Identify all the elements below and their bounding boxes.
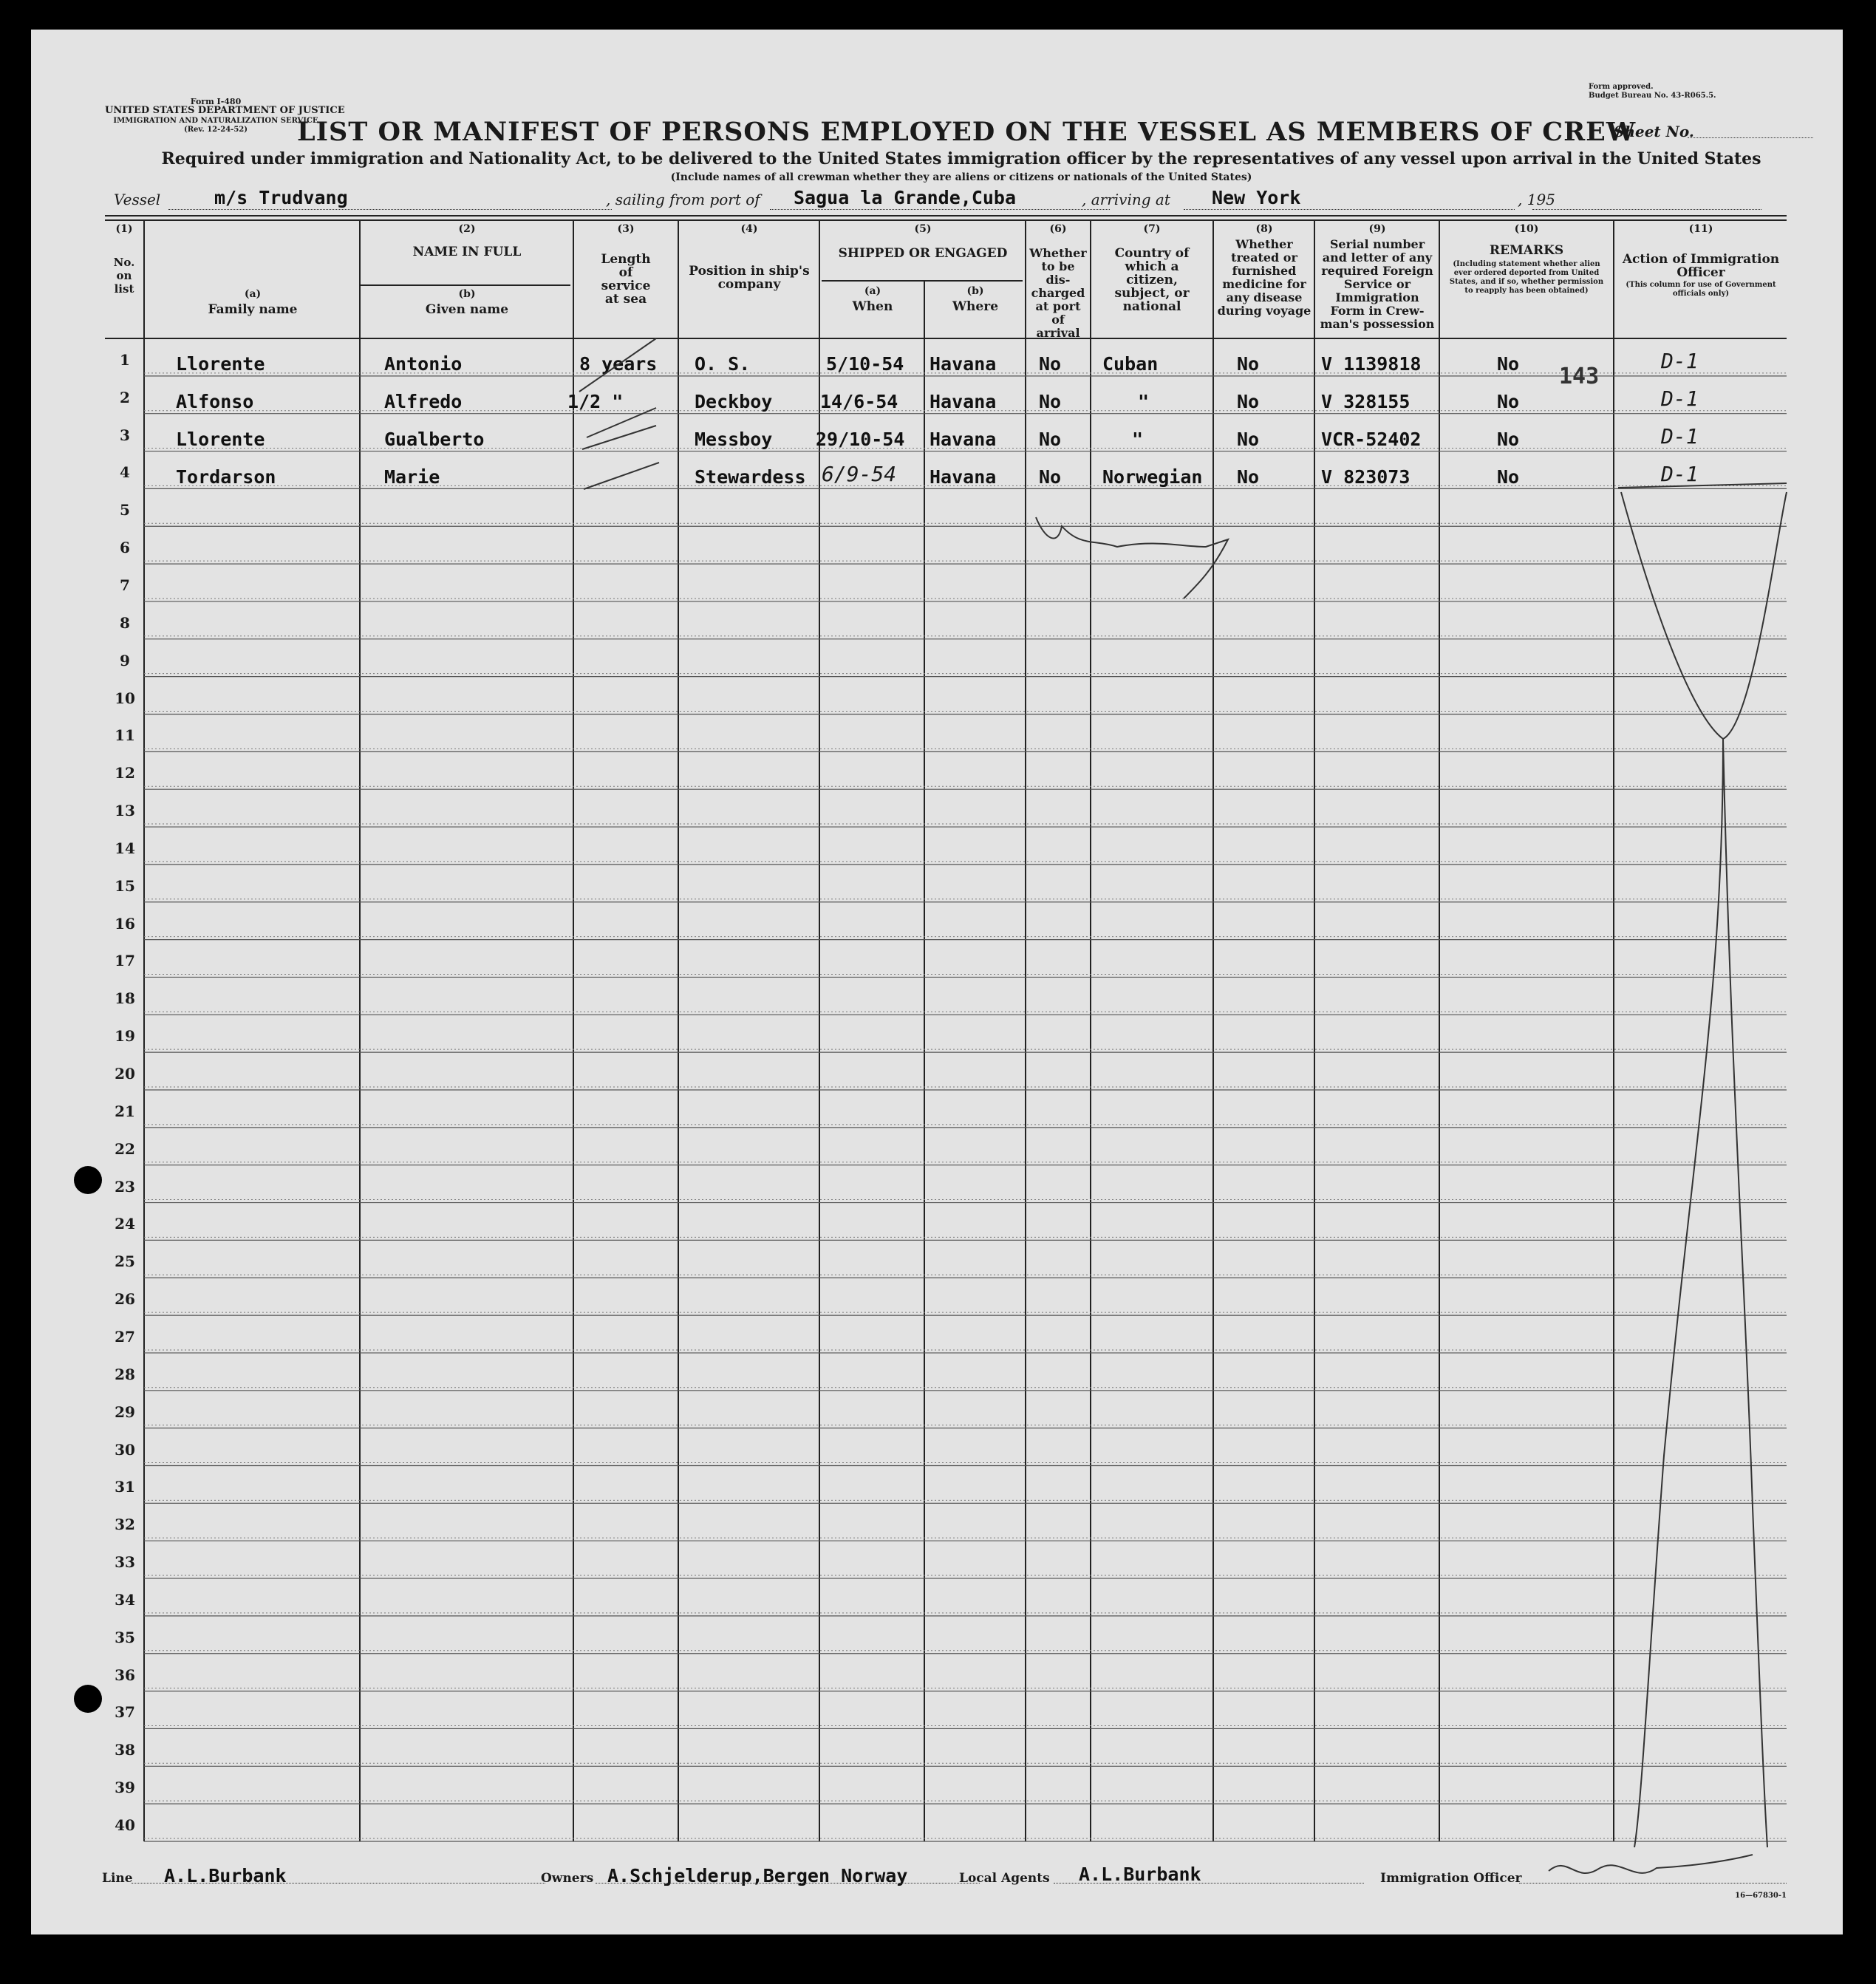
given-name: Alfredo [384, 391, 463, 412]
country: " [1138, 391, 1150, 412]
length-of-service: 8 years [579, 353, 658, 375]
form-approved: Form approved. [1589, 83, 1654, 91]
officer-action: D-1 [1661, 386, 1699, 411]
row-number: 7 [120, 576, 130, 594]
row-number: 31 [115, 1478, 135, 1496]
col6-header: Whether to be dis-charged at port of arrival [1029, 246, 1087, 340]
remarks: No [1497, 429, 1520, 450]
row-number: 37 [115, 1703, 135, 1722]
col4-number: (4) [740, 223, 758, 235]
row-number: 36 [115, 1666, 135, 1684]
col2-number: (2) [458, 223, 476, 235]
col8-number: (8) [1255, 223, 1273, 235]
col11-note: (This column for use of Government officials only) [1626, 281, 1776, 298]
col3-header: Length of service at sea [601, 252, 651, 307]
remarks: No [1497, 466, 1520, 488]
col7-header: Country of which a citizen, subject, or national [1114, 246, 1190, 314]
vessel-label: Vessel [114, 191, 161, 208]
sheet-label: Sheet No. [1614, 123, 1694, 140]
row-number: 28 [115, 1365, 135, 1383]
owners-name: A.Schjelderup,Bergen Norway [607, 1865, 908, 1886]
col5-number: (5) [914, 223, 932, 235]
budget-bureau: Budget Bureau No. 43-R065.5. [1589, 92, 1716, 100]
agency-name: UNITED STATES DEPARTMENT OF JUSTICE [105, 105, 345, 116]
officer-action: D-1 [1661, 424, 1699, 449]
shipped-where: Havana [930, 466, 997, 488]
family-name: Llorente [176, 353, 265, 375]
row-number: 34 [115, 1590, 135, 1609]
punch-hole [74, 1685, 102, 1713]
sailing-label: , sailing from port of [606, 191, 760, 208]
row-number: 35 [115, 1628, 135, 1646]
col2a-header: Family name [208, 302, 298, 317]
position: Stewardess [695, 466, 806, 488]
officer-label: Immigration Officer [1380, 1871, 1522, 1886]
row-number: 23 [115, 1177, 135, 1196]
officer-signature-line [1519, 1883, 1787, 1884]
col9-header: Serial number and letter of any required Foreign Service or Immigration Form in Crew-man's possession [1320, 237, 1435, 331]
row-number: 11 [115, 726, 135, 745]
row-number: 33 [115, 1553, 135, 1572]
page-title: LIST OR MANIFEST OF PERSONS EMPLOYED ON THE VESSEL AS MEMBERS OF CREW [297, 117, 1637, 147]
line-label: Line [102, 1871, 133, 1886]
serial-number: VCR-52402 [1321, 429, 1422, 450]
shipped-when: 6/9-54 [822, 462, 897, 486]
col9-number: (9) [1368, 223, 1386, 235]
print-code: 16—67830-1 [1735, 1892, 1787, 1900]
discharged: No [1039, 391, 1062, 412]
row-number: 16 [115, 914, 135, 933]
col1-number: (1) [115, 223, 133, 235]
remarks: No [1497, 353, 1520, 375]
col2b-number: (b) [458, 288, 476, 300]
col8-header: Whether treated or furnished medicine for any disease during voyage [1217, 237, 1312, 318]
col10-number: (10) [1514, 223, 1539, 235]
arriving-label: , arriving at [1082, 191, 1170, 208]
owners-label: Owners [541, 1871, 594, 1886]
row-number: 2 [120, 388, 130, 406]
shipped-where: Havana [930, 391, 997, 412]
discharged: No [1039, 429, 1062, 450]
agents-label: Local Agents [959, 1871, 1050, 1886]
row-number: 22 [115, 1139, 135, 1158]
position: Messboy [695, 429, 773, 450]
position: Deckboy [695, 391, 773, 412]
row-number: 3 [120, 426, 130, 444]
row-number: 20 [115, 1065, 135, 1083]
shipped-when: 14/6-54 [820, 391, 898, 412]
officer-action: D-1 [1661, 349, 1699, 373]
family-name: Llorente [176, 429, 265, 450]
shipped-when: 29/10-54 [816, 429, 905, 450]
row-number: 25 [115, 1252, 135, 1271]
row-number: 18 [115, 989, 135, 1008]
agents-name: A.L.Burbank [1079, 1864, 1201, 1885]
given-name: Gualberto [384, 429, 485, 450]
col2-header: NAME IN FULL [412, 245, 522, 259]
row-number: 8 [120, 613, 130, 632]
row-number: 38 [115, 1741, 135, 1759]
service-name: IMMIGRATION AND NATURALIZATION SERVICE [113, 117, 318, 125]
line-name: A.L.Burbank [164, 1865, 287, 1886]
inclusion-note: (Include names of all crewman whether they are aliens or citizens or nationals of the United States) [670, 171, 1252, 183]
margin-number: 143 [1559, 364, 1600, 389]
country: Cuban [1102, 353, 1159, 375]
row-number: 5 [120, 501, 130, 519]
row-number: 17 [115, 952, 135, 970]
manifest-page [31, 30, 1843, 1934]
col4-header: Position in ship's company [689, 264, 810, 292]
row-number: 9 [120, 651, 130, 669]
punch-hole [74, 1166, 102, 1194]
revision-date: (Rev. 12-24-52) [184, 126, 248, 134]
row-number: 39 [115, 1779, 135, 1797]
col5a-number: (a) [864, 285, 881, 297]
col11-header: Action of Immigration Officer [1622, 252, 1780, 280]
serial-number: V 1139818 [1321, 353, 1422, 375]
country: " [1132, 429, 1144, 450]
position: O. S. [695, 353, 751, 375]
given-name: Antonio [384, 353, 463, 375]
row-number: 6 [120, 539, 130, 557]
shipped-when: 5/10-54 [826, 353, 904, 375]
subtitle: Required under immigration and Nationality Act, to be delivered to the United States immigration officer by the representatives of any vessel upon arrival in the United States [161, 149, 1761, 168]
year-label: , 195 [1518, 191, 1555, 208]
row-number: 1 [120, 350, 130, 369]
col5-header: SHIPPED OR ENGAGED [838, 246, 1008, 261]
col10-note: (Including statement whether alien ever ordered deported from United States, and if so, whether permission to reapply has been obtained) [1449, 260, 1604, 295]
treated: No [1237, 353, 1260, 375]
treated: No [1237, 429, 1260, 450]
length-of-service: 1/2 " [567, 391, 624, 412]
row-number: 32 [115, 1516, 135, 1534]
col2b-header: Given name [425, 302, 509, 317]
serial-number: V 328155 [1321, 391, 1411, 412]
row-number: 30 [115, 1440, 135, 1459]
given-name: Marie [384, 466, 440, 488]
col11-number: (11) [1688, 223, 1713, 235]
col10-header: REMARKS [1489, 243, 1564, 258]
discharged: No [1039, 353, 1062, 375]
vessel-name: m/s Trudvang [214, 187, 348, 208]
treated: No [1237, 391, 1260, 412]
col2a-number: (a) [244, 288, 262, 300]
arriving-port: New York [1212, 187, 1301, 208]
col5b-number: (b) [966, 285, 984, 297]
row-number: 26 [115, 1290, 135, 1309]
remarks: No [1497, 391, 1520, 412]
row-number: 13 [115, 802, 135, 820]
family-name: Alfonso [176, 391, 254, 412]
col3-number: (3) [617, 223, 635, 235]
row-number: 21 [115, 1102, 135, 1120]
form-number: Form I-480 [190, 97, 242, 106]
row-number: 4 [120, 463, 130, 482]
col5b-header: Where [952, 299, 999, 314]
treated: No [1237, 466, 1260, 488]
row-number: 10 [115, 689, 135, 707]
shipped-where: Havana [930, 429, 997, 450]
family-name: Tordarson [176, 466, 276, 488]
shipped-where: Havana [930, 353, 997, 375]
row-number: 19 [115, 1027, 135, 1046]
row-number: 15 [115, 876, 135, 895]
officer-action: D-1 [1661, 462, 1699, 486]
port-of-sailing: Sagua la Grande,Cuba [794, 187, 1017, 208]
col6-number: (6) [1049, 223, 1067, 235]
col5a-header: When [852, 299, 893, 314]
row-number: 24 [115, 1215, 135, 1233]
row-number: 12 [115, 764, 135, 783]
row-number: 29 [115, 1402, 135, 1421]
row-number: 40 [115, 1816, 135, 1834]
serial-number: V 823073 [1321, 466, 1411, 488]
row-number: 14 [115, 839, 135, 857]
col7-number: (7) [1143, 223, 1161, 235]
country: Norwegian [1102, 466, 1203, 488]
discharged: No [1039, 466, 1062, 488]
row-number: 27 [115, 1327, 135, 1346]
col1-header: No. on list [113, 256, 135, 296]
